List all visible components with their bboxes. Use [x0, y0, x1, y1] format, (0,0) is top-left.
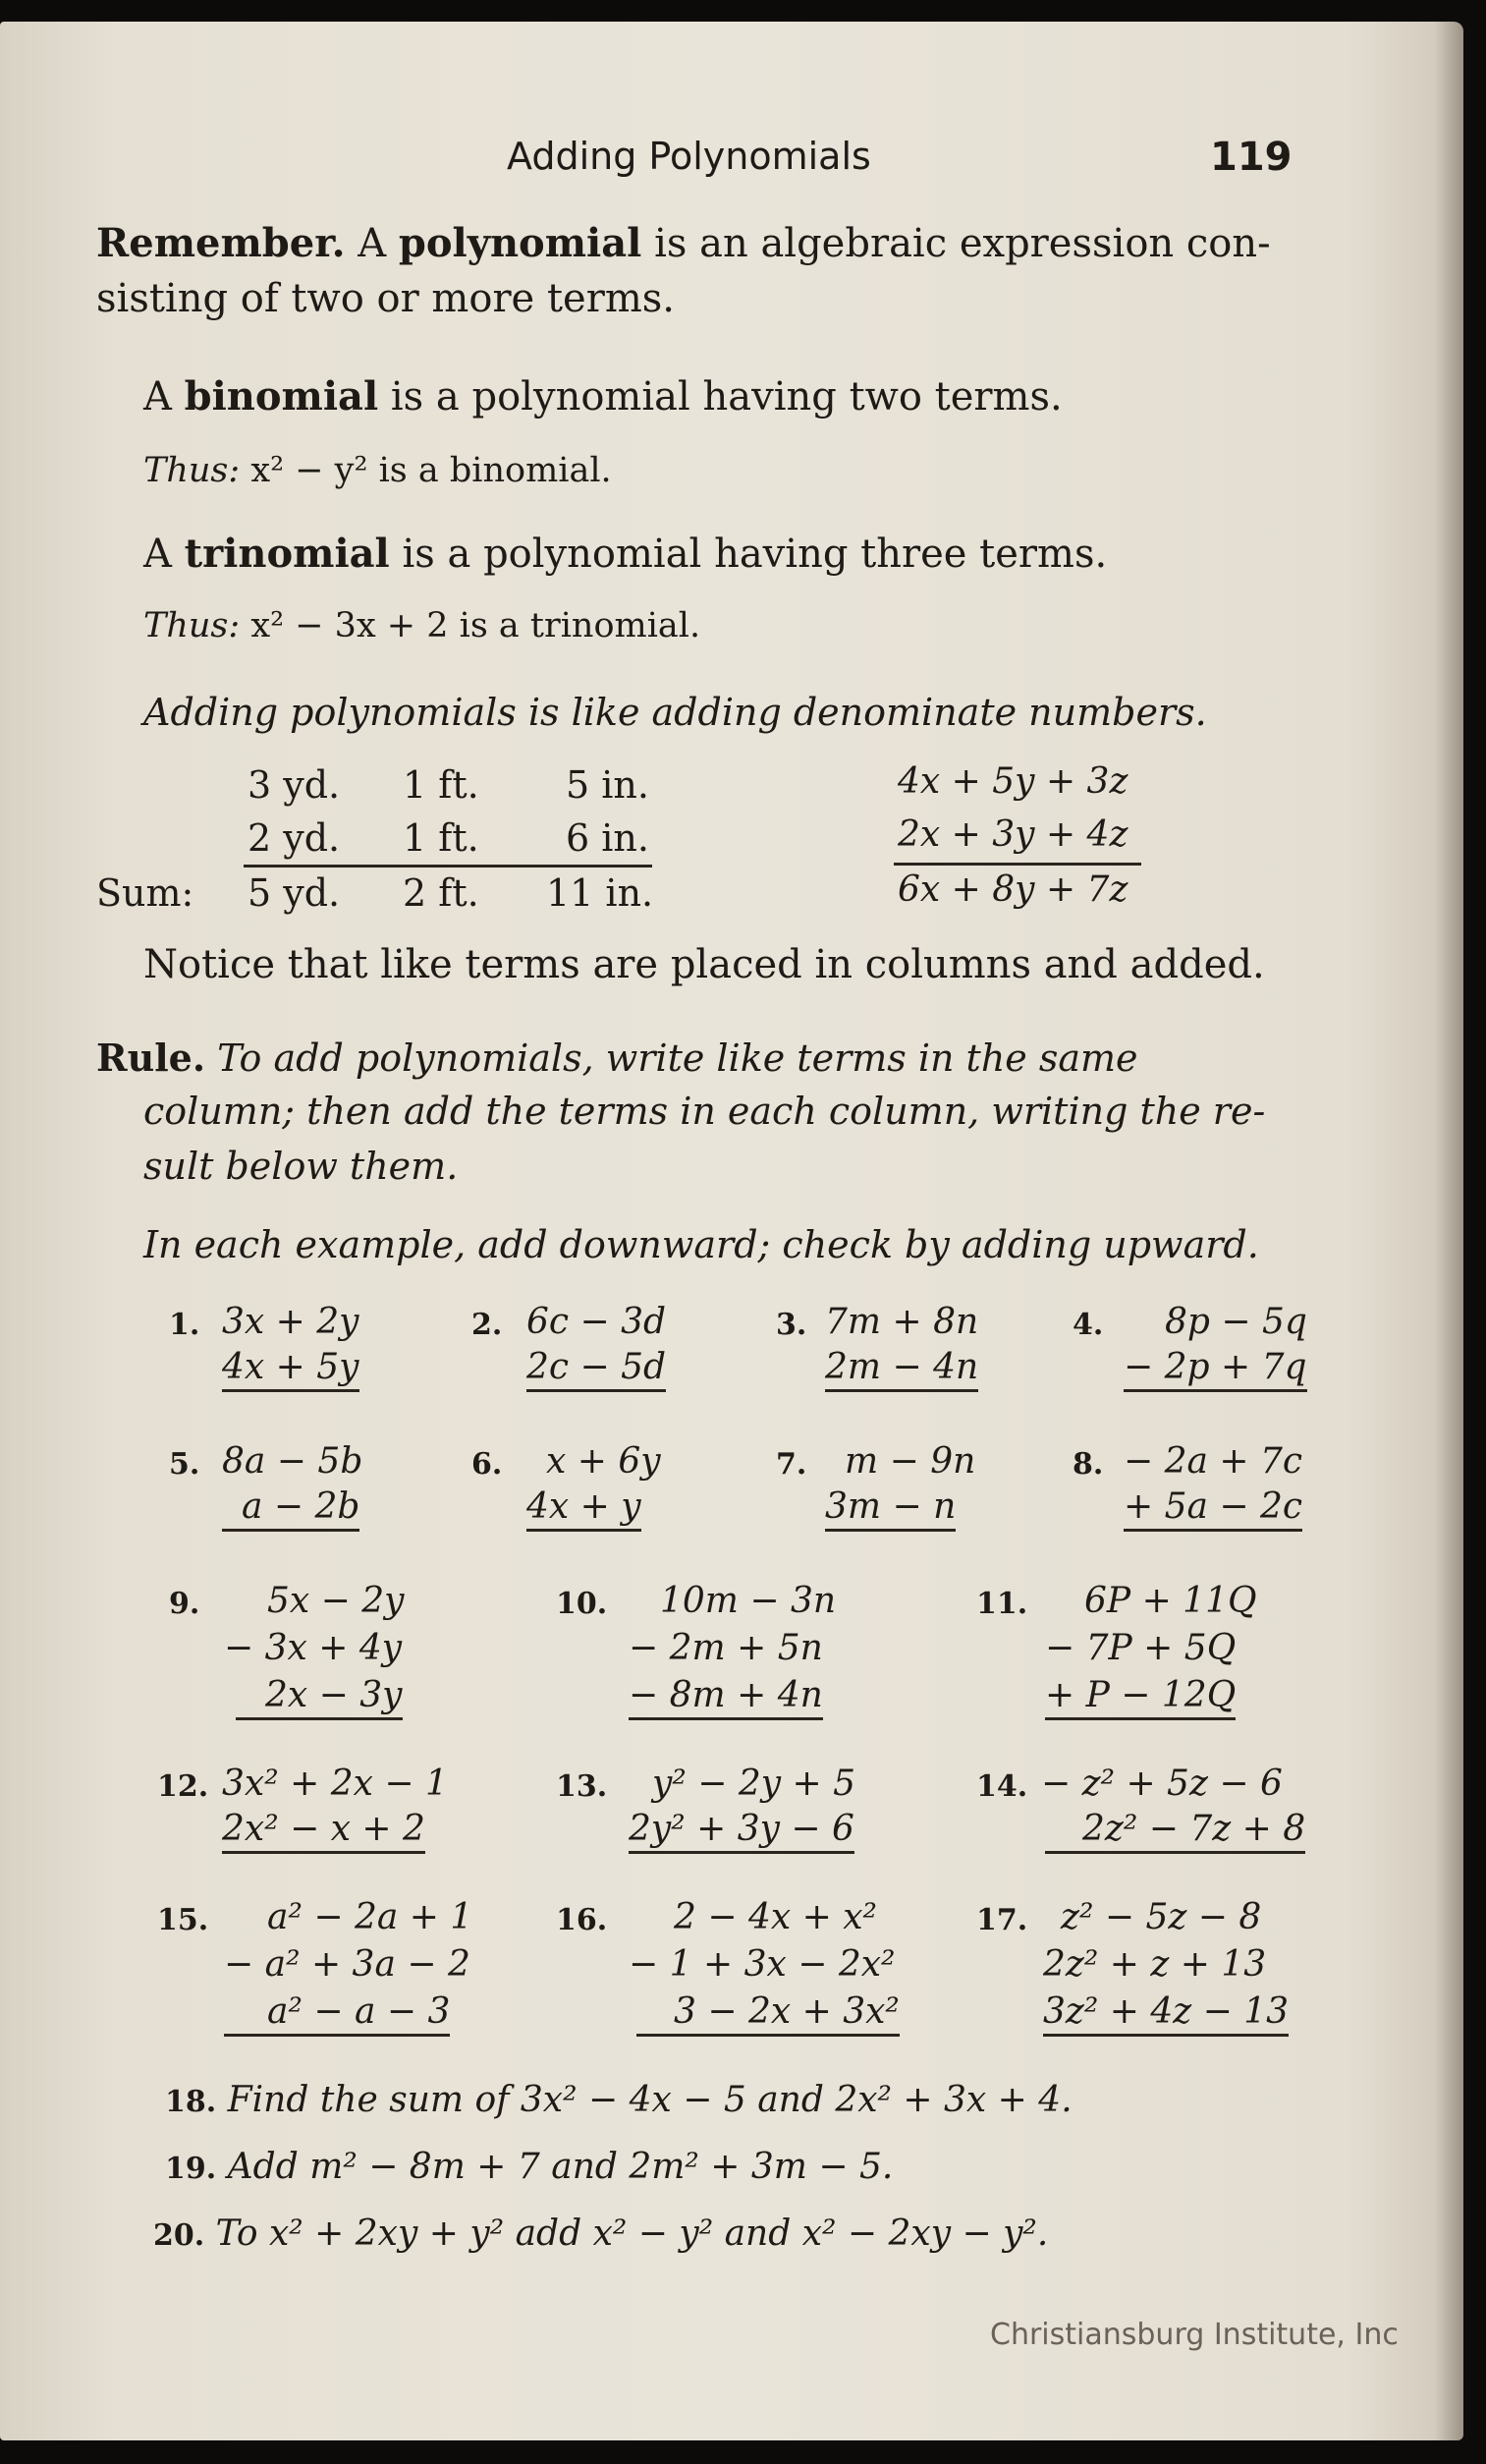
exercise-line: − 1 + 3x − 2x²	[629, 1944, 896, 1985]
binomial-thus: Thus:	[143, 451, 241, 490]
denom-sum-in: 11 in.	[546, 871, 654, 915]
binomial-example-text: x² − y² is a binomial.	[250, 451, 612, 490]
exercise-number: 12.	[157, 1769, 209, 1804]
notice-sentence: Notice that like terms are placed in columns and added.	[143, 942, 1265, 987]
exercise-line: − 8m + 4n	[629, 1678, 823, 1720]
exercise-line: 4x + y	[526, 1489, 641, 1532]
exercise-number: 3.	[776, 1308, 807, 1342]
exercise-line: 2z² − 7z + 8	[1045, 1812, 1305, 1854]
word-problem	[165, 2080, 1073, 2120]
running-header: Adding Polynomials	[507, 135, 871, 178]
page-number: 119	[1210, 135, 1293, 180]
exercise-line: y² − 2y + 5	[652, 1764, 856, 1804]
analogy-sentence: Adding polynomials is like adding denominate numbers.	[143, 691, 1207, 734]
trinomial-thus: Thus:	[143, 606, 241, 645]
exercise-line: − 2a + 7c	[1124, 1441, 1303, 1482]
exercise-line: 8a − 5b	[222, 1441, 363, 1482]
exercise-line: 2y² + 3y − 6	[629, 1812, 854, 1854]
exercise-line: 3x² + 2x − 1	[222, 1764, 448, 1804]
exercise-line: 8p − 5q	[1165, 1302, 1307, 1342]
exercise-line: 6P + 11Q	[1084, 1581, 1257, 1621]
poly-sum-line	[894, 863, 1141, 866]
exercise-line: − a² + 3a − 2	[224, 1944, 470, 1985]
exercise-number: 5.	[169, 1447, 200, 1482]
exercise-number: 11.	[976, 1587, 1028, 1621]
exercise-line: 2x − 3y	[236, 1678, 403, 1720]
exercise-number: 10.	[556, 1587, 608, 1621]
denom-sum-line	[244, 865, 652, 868]
exercise-number: 17.	[976, 1903, 1028, 1937]
exercise-line: a² − 2a + 1	[267, 1897, 473, 1937]
denom-r1-yd: 3 yd.	[248, 763, 341, 807]
exercise-line: 2c − 5d	[526, 1350, 666, 1392]
poly-sum: 6x + 8y + 7z	[898, 869, 1128, 910]
exercise-number: 2.	[471, 1308, 503, 1342]
exercise-line: a − 2b	[222, 1489, 359, 1532]
word-problem-text: Add m² − 8m + 7 and 2m² + 3m − 5.	[227, 2147, 894, 2187]
word-problem-number: 19.	[165, 2152, 217, 2186]
exercise-line: 2x² − x + 2	[222, 1812, 425, 1854]
remember-text: A	[358, 221, 387, 266]
exercise-line: + P − 12Q	[1045, 1678, 1236, 1720]
watermark-text: Christiansburg Institute, Inc	[990, 2318, 1399, 2352]
exercise-line: 2m − 4n	[825, 1350, 978, 1392]
exercise-line: 3z² + 4z − 13	[1043, 1994, 1289, 2037]
exercise-number: 15.	[157, 1903, 209, 1937]
word-problem	[165, 2147, 894, 2187]
exercise-line: z² − 5z − 8	[1061, 1897, 1262, 1937]
exercise-line: − 7P + 5Q	[1045, 1628, 1237, 1668]
exercise-number: 14.	[976, 1769, 1028, 1804]
exercise-number: 4.	[1073, 1308, 1104, 1342]
exercise-line: − 2p + 7q	[1124, 1350, 1307, 1392]
trinomial-pre: A	[143, 532, 172, 577]
exercise-line: 3x + 2y	[222, 1302, 359, 1342]
denom-r2-in: 6 in.	[566, 816, 649, 860]
exercise-line: 10m − 3n	[660, 1581, 837, 1621]
word-problem	[153, 2213, 1049, 2254]
denom-sum-yd: 5 yd.	[248, 871, 341, 915]
remember-label: Remember.	[96, 220, 346, 266]
denom-sum-ft: 2 ft.	[403, 871, 479, 915]
word-problem-text: Find the sum of 3x² − 4x − 5 and 2x² + 3x + 4.	[227, 2080, 1073, 2120]
exercise-number: 9.	[169, 1587, 200, 1621]
exercise-line: − 2m + 5n	[629, 1628, 823, 1668]
poly-row-1: 4x + 5y + 3z	[898, 761, 1128, 802]
exercise-line: − 3x + 4y	[224, 1628, 403, 1668]
exercise-number: 1.	[169, 1308, 200, 1342]
binomial-example	[143, 451, 612, 490]
page-spine-shadow	[1434, 22, 1463, 2440]
denom-r2-ft: 1 ft.	[403, 816, 479, 860]
word-problem-number: 20.	[153, 2218, 205, 2253]
exercise-line: − z² + 5z − 6	[1041, 1764, 1283, 1804]
trinomial-definition	[143, 531, 1108, 577]
instruction: In each example, add downward; check by adding upward.	[143, 1223, 1259, 1266]
exercise-line: 6c − 3d	[526, 1302, 667, 1342]
denom-r2-yd: 2 yd.	[248, 816, 341, 860]
denom-r1-in: 5 in.	[566, 763, 649, 807]
exercise-line: 5x − 2y	[267, 1581, 405, 1621]
trinomial-example-text: x² − 3x + 2 is a trinomial.	[250, 606, 701, 645]
sum-label: Sum:	[96, 871, 194, 915]
rule-label: Rule.	[96, 1036, 206, 1080]
exercise-line: 3 − 2x + 3x²	[636, 1994, 900, 2037]
exercise-number: 16.	[556, 1903, 608, 1937]
exercise-number: 7.	[776, 1447, 807, 1482]
term-polynomial: polynomial	[398, 220, 642, 266]
binomial-post: is a polynomial having two terms.	[390, 374, 1063, 420]
trinomial-example	[143, 606, 701, 645]
exercise-number: 8.	[1073, 1447, 1104, 1482]
exercise-line: 2z² + z + 13	[1043, 1944, 1267, 1985]
exercise-line: + 5a − 2c	[1124, 1489, 1302, 1532]
rule-line1	[96, 1036, 1138, 1080]
trinomial-post: is a polynomial having three terms.	[402, 532, 1108, 577]
exercise-line: 7m + 8n	[825, 1302, 979, 1342]
remember-paragraph	[96, 220, 1271, 266]
exercise-line: 2 − 4x + x²	[674, 1897, 877, 1937]
rule-text1: To add polynomials, write like terms in the same	[217, 1036, 1138, 1080]
exercise-number: 6.	[471, 1447, 503, 1482]
term-binomial: binomial	[184, 373, 379, 420]
poly-row-2: 2x + 3y + 4z	[898, 814, 1128, 855]
exercise-line: x + 6y	[546, 1441, 661, 1482]
term-trinomial: trinomial	[184, 531, 390, 577]
denom-r1-ft: 1 ft.	[403, 763, 479, 807]
remember-line2: sisting of two or more terms.	[96, 276, 675, 321]
remember-text2: is an algebraic expression con-	[654, 221, 1271, 266]
exercise-line: 3m − n	[825, 1489, 956, 1532]
exercise-line: 4x + 5y	[222, 1350, 359, 1392]
binomial-definition	[143, 373, 1063, 420]
book-page	[0, 22, 1463, 2440]
rule-line3: sult below them.	[143, 1145, 459, 1188]
word-problem-text: To x² + 2xy + y² add x² − y² and x² − 2xy − y².	[215, 2213, 1049, 2254]
exercise-line: m − 9n	[845, 1441, 976, 1482]
rule-line2: column; then add the terms in each column, writing the re-	[143, 1090, 1266, 1133]
exercise-line: a² − a − 3	[224, 1994, 450, 2037]
exercise-number: 13.	[556, 1769, 608, 1804]
binomial-pre: A	[143, 374, 172, 420]
word-problem-number: 18.	[165, 2085, 217, 2119]
